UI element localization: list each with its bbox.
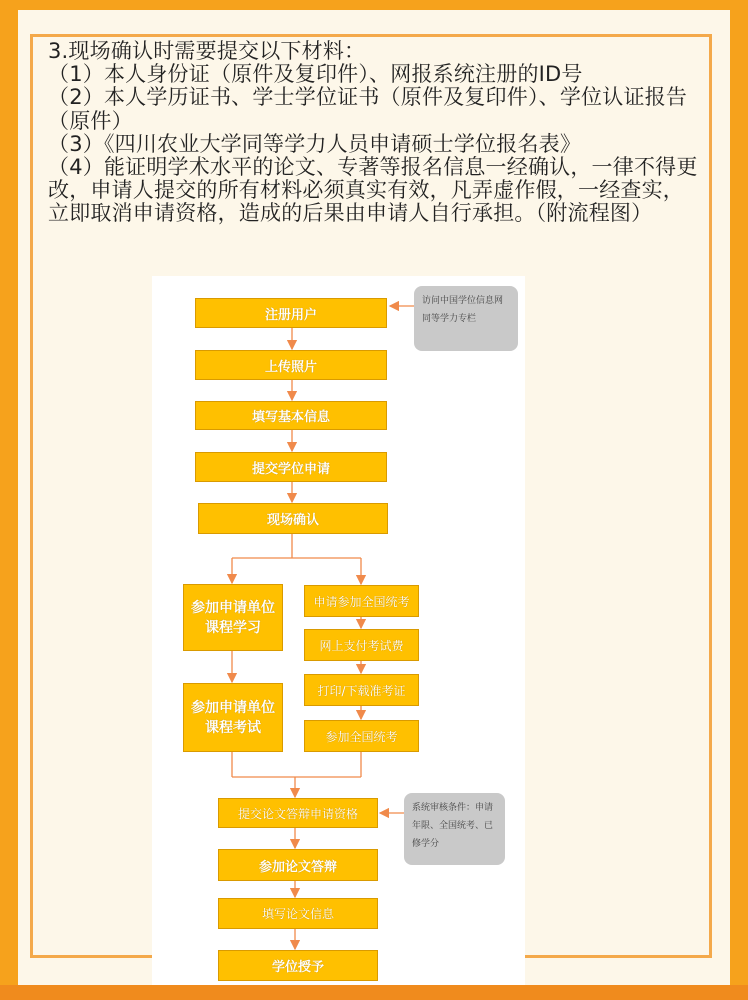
paragraph-item-3: （3）《四川农业大学同等学力人员申请硕士学位报名表》 xyxy=(48,131,582,156)
step-take-national-exam: 参加全国统考 xyxy=(304,720,419,752)
flowchart xyxy=(152,276,525,992)
step-submit-application: 提交学位申请 xyxy=(195,452,387,482)
step-submit-defense: 提交论文答辩申请资格 xyxy=(218,798,378,828)
document-body xyxy=(48,40,698,226)
step-pay-exam-fee: 网上支付考试费 xyxy=(304,629,419,661)
step-degree-award: 学位授予 xyxy=(218,950,378,981)
step-fill-thesis-info: 填写论文信息 xyxy=(218,898,378,929)
step-register: 注册用户 xyxy=(195,298,387,328)
step-upload-photo: 上传照片 xyxy=(195,350,387,380)
step-print-admission: 打印/下载准考证 xyxy=(304,674,419,706)
step-onsite-confirm: 现场确认 xyxy=(198,503,388,534)
paragraph-item-2: （2）本人学历证书、学士学位证书（原件及复印件）、学位认证报告（原件） xyxy=(48,85,688,133)
step-fill-basic-info: 填写基本信息 xyxy=(195,401,387,430)
paragraph-heading: 3.现场确认时需要提交以下材料： xyxy=(48,39,366,63)
step-attend-defense: 参加论文答辩 xyxy=(218,849,378,881)
step-course-study: 参加申请单位课程学习 xyxy=(183,584,283,651)
note-system-review: 系统审核条件：申请年限、全国统考、已修学分 xyxy=(404,793,505,865)
paragraph-item-4: （4）能证明学术水平的论文、专著等报名信息一经确认，一律不得更改，申请人提交的所有材料必须真实有效，凡弄虚作假，一经查实，立即取消申请资格，造成的后果由申请人自行承担。（附流程图） xyxy=(48,155,698,226)
step-apply-national-exam: 申请参加全国统考 xyxy=(304,585,419,617)
step-course-exam: 参加申请单位课程考试 xyxy=(183,683,283,752)
paragraph-item-1: （1）本人身份证（原件及复印件）、网报系统注册的ID号 xyxy=(48,62,583,87)
note-visit-site: 访问中国学位信息网同等学力专栏 xyxy=(414,286,518,351)
bottom-strip xyxy=(0,985,748,1000)
